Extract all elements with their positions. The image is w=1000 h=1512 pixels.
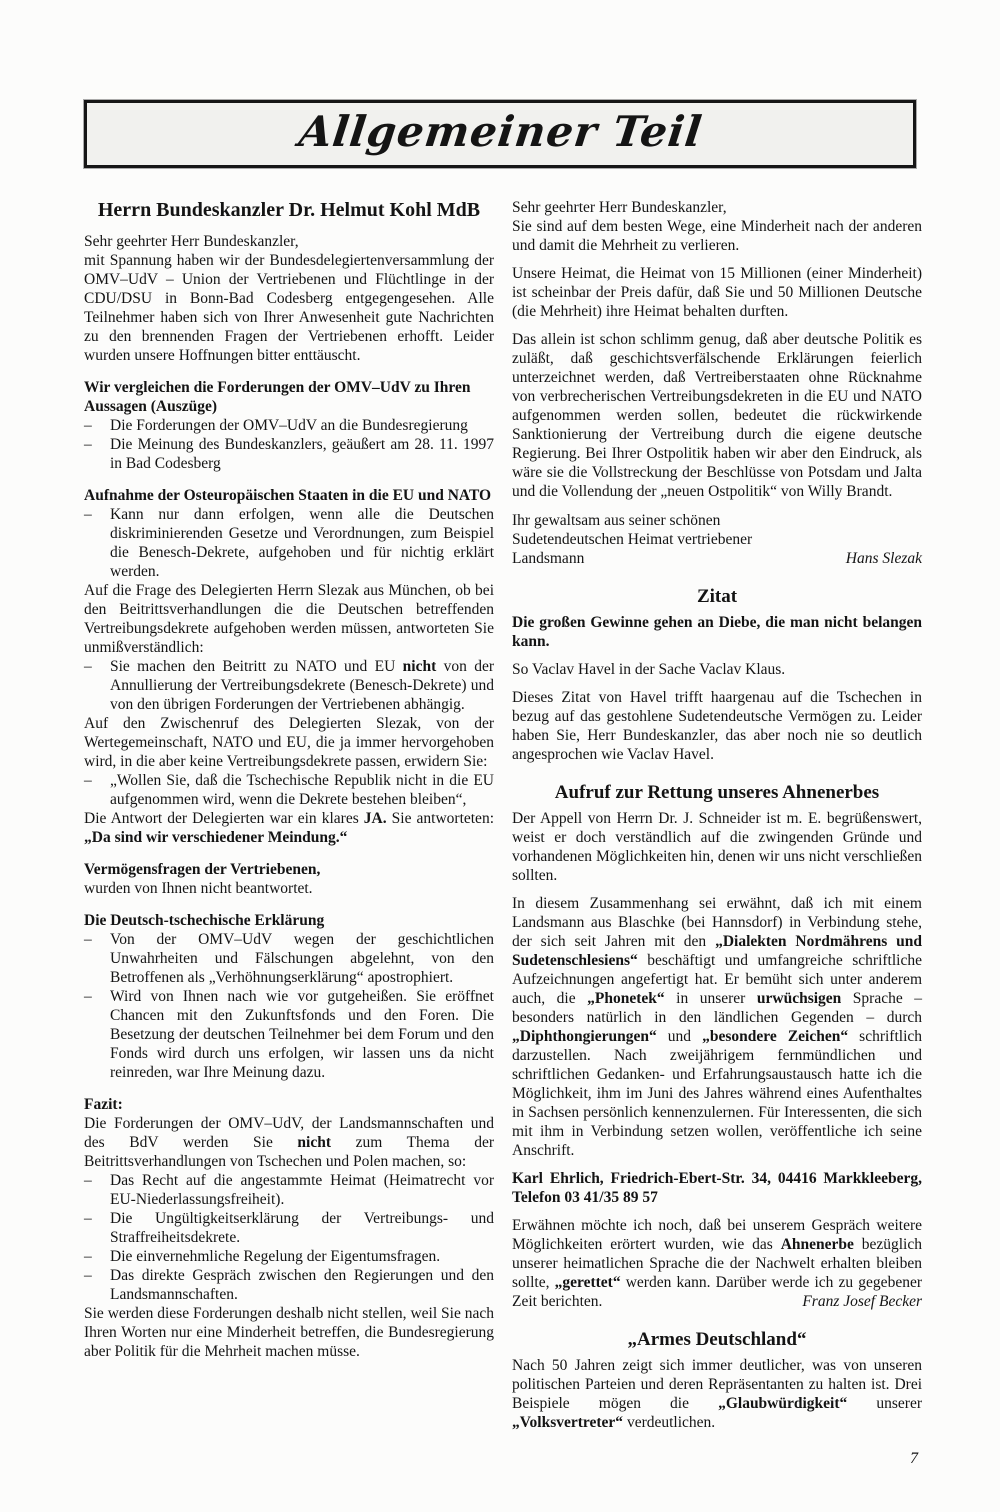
text-run: „Da sind wir verschiedener Meindung.“ [84, 829, 348, 846]
bullet-text [110, 657, 494, 714]
section-heading [512, 781, 922, 804]
paragraph [84, 232, 494, 365]
bullet-item [84, 930, 494, 987]
bullet-item [84, 1171, 494, 1209]
bullet-item [84, 771, 494, 809]
text-run: verdeutlichen. [623, 1414, 716, 1431]
section-banner [84, 100, 916, 168]
text-run: Sehr geehrter Herr Bundeskanzler, [512, 199, 727, 216]
text-run: Sehr geehrter Herr Bundeskanzler, [84, 233, 299, 250]
bullet-item [84, 987, 494, 1082]
text-run: „Dialekten Nordmährens und Sudetenschlesiens“ [512, 933, 923, 969]
paragraph [84, 1114, 494, 1171]
text-run: JA. [363, 810, 387, 827]
bullet-text [110, 416, 494, 435]
paragraph [84, 714, 494, 771]
bullet-item [84, 416, 494, 435]
text-run: Das direkte Gespräch zwischen den Regierungen und den Landsmannschaften. [110, 1267, 494, 1303]
text-run: Auf den Zwischenruf des Delegierten Slezak, von der Wertegemeinschaft, NATO und EU, die ja immer hervorgehoben wird, in die aber keine Vertreibungsdekrete passen, erwidern Sie: [84, 715, 494, 770]
bullet-text [110, 771, 494, 809]
text-run: „Diphthongierungen“ [512, 1028, 657, 1045]
signature-name [846, 549, 922, 568]
paragraph [512, 809, 922, 885]
bullet-item [84, 657, 494, 714]
document-page [0, 100, 1000, 1467]
bullet-text [110, 930, 494, 987]
text-run: Franz Josef Becker [802, 1293, 922, 1310]
paragraph [84, 1304, 494, 1361]
paragraph [512, 1356, 922, 1432]
dash-bullet: – [84, 417, 92, 434]
text-run: „Wollen Sie, daß die Tschechische Republik nicht in die EU aufgenommen wird, wenn die Dekrete bestehen bleiben“, [110, 772, 494, 808]
text-run: bezüglich unserer heimatlichen Sprache die der Nachwelt erhalten bleiben sollte, [512, 1236, 922, 1291]
bullet-text [110, 1171, 494, 1209]
bullet-item [84, 1209, 494, 1247]
text-run: Die Forderungen der OMV–UdV, der Landsmannschaften und des BdV werden Sie [84, 1115, 494, 1151]
text-run: Sie werden diese Forderungen deshalb nicht stellen, weil Sie nach Ihren Worten nur eine Minderheit betreffen, die Bundesregierung aber Politik für die Mehrheit machen müsse. [84, 1305, 494, 1360]
subheading [84, 860, 494, 898]
text-run: nicht [297, 1134, 332, 1151]
text-run: Die Deutsch-tschechische Erklärung [84, 912, 325, 929]
dash-bullet: – [84, 1172, 92, 1189]
text-run: Herrn Bundeskanzler Dr. Helmut Kohl MdB [97, 199, 481, 221]
text-run: Aufruf zur Rettung unseres Ahnenerbes [554, 782, 880, 803]
text-run: Fazit: [84, 1096, 123, 1113]
text-run: von der Annullierung der Vertreibungsdekrete (Benesch-Dekrete) und von den übrigen Forderungen der Vertriebenen abhängig. [110, 658, 495, 713]
text-run: „Phonetek“ [587, 990, 665, 1007]
section-heading [512, 585, 922, 608]
page-number: 7 [910, 1450, 918, 1467]
text-run: Der Appell von Herrn Dr. J. Schneider ist m. E. begrüßenswert, weist er doch verständlich auf die zwingenden Gründe und vorhandenen Möglichkeiten hin, denen wir uns nicht verschließen sollten. [512, 810, 922, 884]
dash-bullet: – [84, 1267, 92, 1284]
text-run: Aufnahme der Osteuropäischen Staaten in die EU und NATO [84, 487, 492, 504]
text-run: Sie machen den Beitritt zu NATO und EU [110, 658, 403, 675]
paragraph [512, 613, 922, 651]
dash-bullet: – [84, 506, 92, 523]
bullet-item [84, 1266, 494, 1304]
bullet-text [110, 435, 494, 473]
subheading [84, 378, 494, 416]
text-run: Sie antworteten: [386, 810, 494, 827]
text-run: wurden von Ihnen nicht beantwortet. [84, 880, 313, 897]
text-run: „gerettet“ [554, 1274, 621, 1291]
paragraph [512, 198, 922, 255]
paragraph [512, 1216, 922, 1311]
text-run: „Glaubwürdigkeit“ [718, 1395, 848, 1412]
subheading [84, 1095, 494, 1114]
text-run: Das Recht auf die angestammte Heimat (Heimatrecht vor EU-Niederlassungsfreiheit). [110, 1172, 494, 1208]
bullet-item [84, 1247, 494, 1266]
right-column [512, 198, 922, 1432]
text-run: unserer [847, 1395, 922, 1412]
text-run: zum Thema der Beitrittsverhandlungen von Tschechen und Polen machen, so: [84, 1134, 494, 1170]
text-run: Dieses Zitat von Havel trifft haargenau auf die Tschechen in bezug auf das gestohlene Sudetendeutsche Vermögen zu. Leider haben Sie, Herr Bundeskanzler, das aber noch nie so deutlich angesprochen wie Vaclav Havel. [512, 689, 922, 763]
text-run: Hans Slezak [845, 550, 922, 567]
text-run: Wird von Ihnen nach wie vor gutgeheißen. Sie eröffnet Chancen mit den Zukunftsfonds und den Foren. Die Besetzung der deutschen Teilnehmer bei dem Forum und den Fonds wird durch uns erfolgen, wir lassen uns da nicht reinreden, war Ihre Meinung dazu. [110, 988, 494, 1081]
text-run: Sie sind auf dem besten Wege, eine Minderheit nach der anderen und damit die Mehrheit zu verlieren. [512, 218, 922, 254]
text-run: mit Spannung haben wir der Bundesdelegiertenversammlung der OMV–UdV – Union der Vertriebenen und Flüchtlinge in der CDU/DSU in Bonn-Bad Codesberg entgegengesehen. Alle Teilnehmer haben sich von Ihrer Anwesenheit gute Nachrichten zu den brennenden Fragen der Vertriebenen erhofft. Leider wurden unsere Hoffnungen bitter enttäuscht. [84, 252, 494, 364]
bullet-text [110, 1266, 494, 1304]
bullet-item [84, 505, 494, 581]
article-title [84, 198, 494, 222]
text-run: urwüchsigen [756, 990, 842, 1007]
dash-bullet: – [84, 436, 92, 453]
text-run: in unserer [664, 990, 757, 1007]
text-run: Die Meinung des Bundeskanzlers, geäußert am 28. 11. 1997 in Bad Codesberg [110, 436, 494, 472]
bullet-item [84, 435, 494, 473]
text-run: Nach 50 Jahren zeigt sich immer deutlicher, was von unseren politischen Parteien und deren Repräsentanten zu halten ist. Drei Beispiele mögen die [512, 1357, 922, 1412]
text-run: Kann nur dann erfolgen, wenn alle die Deutschen diskriminierenden Gesetze und Verordnungen, zum Beispiel die Benesch-Dekrete, aufgehoben und für nichtig erklärt werden. [110, 506, 494, 580]
two-column-layout [84, 198, 922, 1432]
text-run: So Vaclav Havel in der Sache Vaclav Klaus. [512, 661, 786, 678]
paragraph [84, 581, 494, 657]
dash-bullet: – [84, 1248, 92, 1265]
text-run: Ahnenerbe [780, 1236, 854, 1253]
text-run: Die einvernehmliche Regelung der Eigentumsfragen. [110, 1248, 441, 1265]
dash-bullet: – [84, 988, 92, 1005]
text-run: Die Antwort der Delegierten war ein klares [84, 810, 364, 827]
text-run: Sprache – besonders natürlich in den ländlichen Gegenden – durch [512, 990, 923, 1026]
paragraph [512, 1169, 922, 1207]
text-run: „besondere Zeichen“ [702, 1028, 849, 1045]
paragraph [512, 688, 922, 764]
dash-bullet: – [84, 1210, 92, 1227]
text-run: nicht [402, 658, 437, 675]
dash-bullet: – [84, 931, 92, 948]
text-run: Die Ungültigkeitserklärung der Vertreibungs- und Straffreiheitsdekrete. [110, 1210, 494, 1246]
paragraph [512, 894, 922, 1160]
text-run: Vermögensfragen der Vertriebenen, [84, 861, 321, 878]
text-run: „Volksvertreter“ [512, 1414, 624, 1431]
text-run: Das allein ist schon schlimm genug, daß aber deutsche Politik es zuläßt, daß geschichtsverfälschende Erklärungen feierlich unterzeichnet werden, daß Vertreiberstaaten ohne Rücknahme von verbrecherischen Vertreibungsdekreten in die EU und NATO aufgenommen werden sollen, bedeutet die rückwirkende Sanktionierung der Vertreibung durch die eigene deutsche Regierung. Bei Ihrer Ostpolitik haben wir aber den Eindruck, als wäre sie die Vollstreckung der Beschlüsse von Potsdam und Jalta und die Vollendung der „neuen Ostpolitik“ von Willy Brandt. [512, 331, 922, 500]
bullet-text [110, 1247, 494, 1266]
text-run: Erwähnen möchte ich noch, daß bei unserem Gespräch weitere Möglichkeiten erörtert wurden, wie das [512, 1217, 922, 1253]
paragraph [512, 660, 922, 679]
dash-bullet: – [84, 772, 92, 789]
paragraph [512, 264, 922, 321]
text-run: Karl Ehrlich, Friedrich-Ebert-Str. 34, 04416 Markkleeberg, Telefon 03 41/35 89 57 [512, 1170, 922, 1206]
paragraph [512, 330, 922, 501]
text-run: Von der OMV–UdV wegen der geschichtlichen Unwahrheiten und Fälschungen abgelehnt, von den Betroffenen als „Verhöhnungserklärung“ apostrophiert. [110, 931, 494, 986]
text-run: beschäftigt und umfangreiche schriftliche Aufzeichnungen angefertigt hat. Er bemüht sich unter anderem auch, die [512, 952, 922, 1007]
signature-line [512, 511, 922, 568]
text-run: schriftlich darzustellen. Nach zweijährigem fernmündlichen und schriftlichen Gedanken- und Erfahrungsaustausch hatte ich die Möglichkeit, ihm im Juni des Jahres während eines Aufenthaltes in Sachsen persönlich kennenzulernen. Für Interessenten, die sich mit ihm in Verbindung setzen wollen, veröffentliche ich seine Anschrift. [512, 1028, 923, 1159]
section-banner-title: Allgemeiner Teil [295, 106, 705, 156]
text-run: In diesem Zusammenhang sei erwähnt, daß ich mit einem Landsmann aus Blaschke (bei Hannsdorf) in Verbindung stehe, der sich seit Jahren mit den [512, 895, 922, 950]
dash-bullet: – [84, 658, 92, 675]
text-run: Ihr gewaltsam aus seiner schönen Sudetendeutschen Heimat vertriebener Landsmann [512, 512, 753, 567]
text-run: „Armes Deutschland“ [627, 1329, 807, 1350]
text-run: Auf die Frage des Delegierten Herrn Slezak aus München, ob bei den Beitrittsverhandlungen die die Deutschen betreffenden Vertreibungsdekrete aufgehoben werden müssen, antworteten Sie unmißverständlich: [84, 582, 494, 656]
subheading [84, 911, 494, 930]
bullet-text [110, 987, 494, 1082]
text-run: Die großen Gewinne gehen an Diebe, die man nicht belangen kann. [512, 614, 922, 650]
left-column [84, 198, 494, 1432]
text-run: Zitat [696, 586, 738, 607]
text-run: Unsere Heimat, die Heimat von 15 Millionen (einer Minderheit) ist scheinbar der Preis dafür, daß Sie und 50 Millionen Deutsche (die Mehrheit) ihre Heimat behalten durften. [512, 265, 922, 320]
text-run: Die Forderungen der OMV–UdV an die Bundesregierung [110, 417, 468, 434]
paragraph [84, 809, 494, 847]
subheading [84, 486, 494, 505]
text-run: Wir vergleichen die Forderungen der OMV–UdV zu Ihren Aussagen (Auszüge) [84, 379, 471, 415]
bullet-text [110, 1209, 494, 1247]
signature-text [512, 511, 807, 568]
text-run: und [656, 1028, 703, 1045]
section-heading [512, 1328, 922, 1351]
bullet-text [110, 505, 494, 581]
text-run: werden kann. Darüber werde ich zu gegebener Zeit berichten. [512, 1274, 922, 1310]
